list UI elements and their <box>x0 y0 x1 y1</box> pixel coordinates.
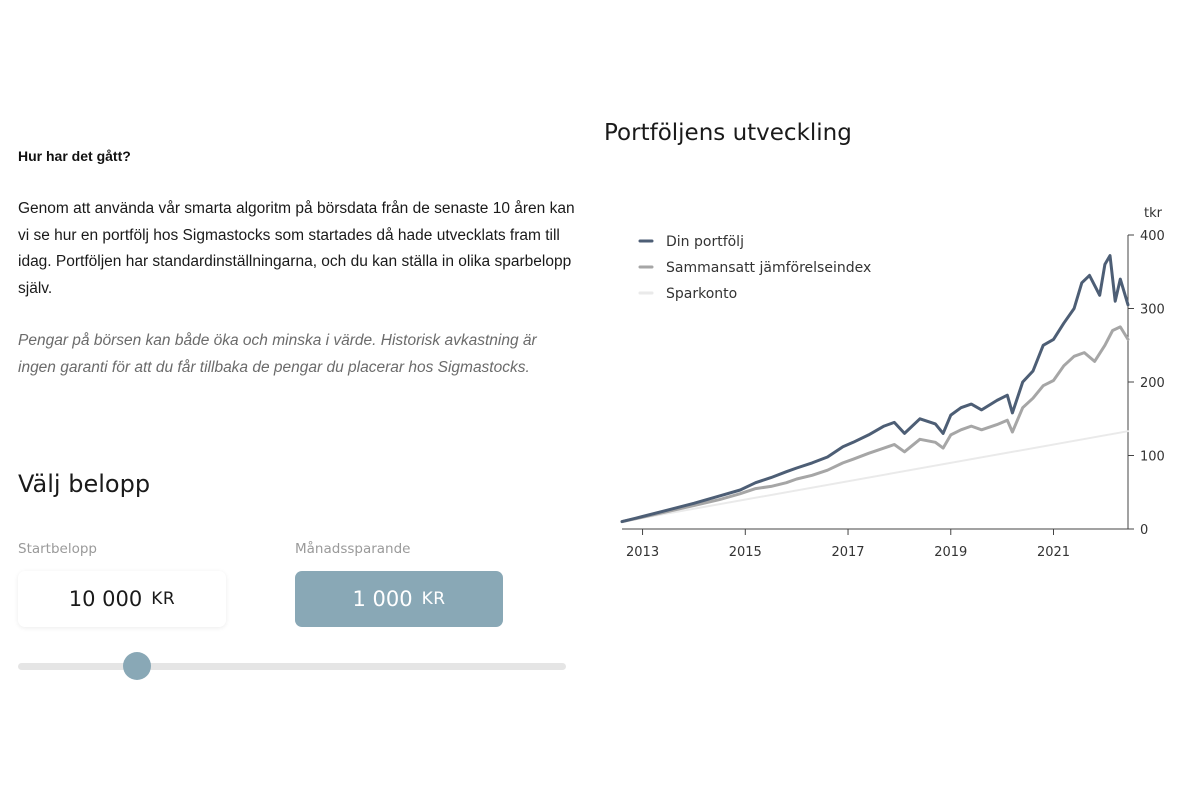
monthly-amount-unit: KR <box>421 589 446 609</box>
y-tick-label: 200 <box>1140 376 1165 391</box>
monthly-amount-label: Månadssparande <box>295 541 411 557</box>
x-tick-label: 2013 <box>626 545 660 560</box>
chart-title: Portföljens utveckling <box>604 120 852 146</box>
amount-section-title: Välj belopp <box>18 470 151 498</box>
legend-savings-label: Sparkonto <box>666 286 738 302</box>
y-tick-label: 400 <box>1140 229 1165 244</box>
legend-index-label: Sammansatt jämförelseindex <box>666 260 872 276</box>
series-line-savings <box>622 431 1128 521</box>
start-amount-button[interactable] <box>18 571 226 627</box>
y-axis-unit: tkr <box>1144 206 1162 221</box>
y-tick-label: 300 <box>1140 302 1165 318</box>
risk-disclaimer: Pengar på börsen kan både öka och minska i värde. Historisk avkastning är ingen garanti för att du får tillbaka de pengar du placerar hos Sigmastocks. <box>18 332 537 376</box>
start-amount-value: 10 000 <box>68 587 143 611</box>
x-tick-label: 2021 <box>1036 545 1071 560</box>
start-amount-label: Startbelopp <box>18 541 98 557</box>
x-tick-label: 2019 <box>934 545 968 560</box>
y-tick-label: 0 <box>1140 523 1149 538</box>
x-tick-label: 2015 <box>728 545 762 560</box>
amount-slider-thumb[interactable] <box>123 652 151 680</box>
start-amount-unit: KR <box>151 589 176 609</box>
portfolio-chart <box>600 195 1190 575</box>
monthly-amount-button[interactable] <box>295 571 503 627</box>
x-tick-label: 2017 <box>831 545 865 560</box>
y-tick-label: 100 <box>1140 449 1165 465</box>
info-heading: Hur har det gått? <box>18 148 131 164</box>
monthly-amount-value: 1 000 <box>352 587 413 611</box>
info-intro-text: Genom att använda vår smarta algoritm på börsdata från de senaste 10 åren kan vi se hur en portfölj hos Sigmastocks som startades då hade utvecklats fram till idag. Portföljen har standardinställningarna, och du kan ställa in olika sparbelopp själv. <box>18 200 575 297</box>
series-line-index <box>622 327 1128 522</box>
legend-portfolio-label: Din portfölj <box>666 234 744 250</box>
amount-slider-track[interactable] <box>18 663 566 670</box>
